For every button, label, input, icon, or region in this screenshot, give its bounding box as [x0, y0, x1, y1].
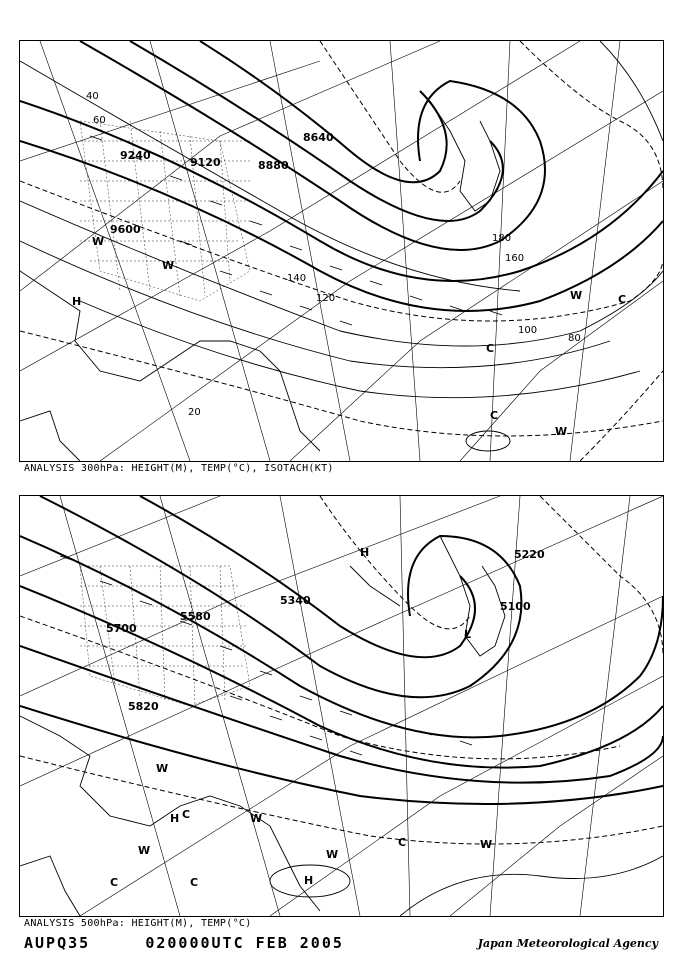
- isotach-label-40: 40: [86, 91, 99, 102]
- caption-300hpa: ANALYSIS 300hPa: HEIGHT(M), TEMP(°C), ISOTACH(KT): [24, 463, 334, 474]
- height-label-1: 5700: [106, 622, 137, 635]
- map-500hpa: [19, 495, 664, 917]
- height-label-4: 5100: [500, 600, 531, 613]
- isotach-label-60: 60: [93, 115, 106, 126]
- pressure-label-w2: W: [138, 844, 151, 857]
- coastline: [20, 536, 505, 916]
- isotach-label-20: 20: [188, 407, 201, 418]
- pressure-label-c3: C: [190, 876, 199, 889]
- pressure-label-l: L: [464, 628, 472, 641]
- pressure-label-c1: C: [486, 342, 495, 355]
- pressure-label-h3: H: [304, 874, 314, 887]
- height-label-1: 9240: [120, 149, 151, 162]
- map-500hpa-canvas: [20, 496, 663, 916]
- pressure-label-w4: W: [555, 425, 568, 438]
- pressure-label-h: H: [72, 295, 82, 308]
- height-label-3: 5340: [280, 594, 311, 607]
- height-label-4: 8640: [303, 131, 334, 144]
- height-contours: [20, 496, 663, 804]
- hatched-area: [80, 121, 250, 301]
- isotach-label-100: 100: [518, 325, 538, 336]
- agency-name: Japan Meteorological Agency: [477, 937, 658, 950]
- hatched-area: [80, 566, 250, 706]
- pressure-label-w3: W: [570, 289, 583, 302]
- pressure-label-w1: W: [92, 235, 105, 248]
- map-300hpa-canvas: [20, 41, 663, 461]
- height-contours: [20, 41, 663, 311]
- pressure-label-c2: C: [110, 876, 119, 889]
- isotach-contours: [20, 41, 663, 451]
- isotach-label-140: 140: [287, 273, 307, 284]
- map-300hpa: [19, 40, 664, 462]
- pressure-label-h1: H: [360, 546, 370, 559]
- pressure-label-c1: C: [182, 808, 191, 821]
- pressure-label-c2: C: [490, 409, 499, 422]
- isotach-label-160: 160: [505, 253, 525, 264]
- height-label-6: 5820: [128, 700, 159, 713]
- height-label-5: 5220: [514, 548, 545, 561]
- isotach-label-180: 180: [492, 233, 512, 244]
- isotach-label-120: 120: [316, 293, 336, 304]
- caption-500hpa: ANALYSIS 500hPa: HEIGHT(M), TEMP(°C): [24, 918, 252, 929]
- pressure-label-h2: H: [170, 812, 180, 825]
- height-label-3: 8880: [258, 159, 289, 172]
- pressure-label-w2: W: [162, 259, 175, 272]
- height-label-2: 5580: [180, 610, 211, 623]
- chart-code-datetime: AUPQ35 020000UTC FEB 2005: [24, 934, 344, 952]
- pressure-label-c4: C: [398, 836, 407, 849]
- isotach-label-80: 80: [568, 333, 581, 344]
- coastline: [20, 101, 500, 461]
- pressure-label-w4: W: [480, 838, 493, 851]
- pressure-label-w3: W: [326, 848, 339, 861]
- pressure-label-c3: C: [618, 293, 627, 306]
- pressure-label-w5: W: [156, 762, 169, 775]
- contour-labels: [106, 546, 545, 889]
- contour-labels: [72, 91, 626, 438]
- pressure-label-w1: W: [250, 812, 263, 825]
- height-label-5: 9600: [110, 223, 141, 236]
- height-label-2: 9120: [190, 156, 221, 169]
